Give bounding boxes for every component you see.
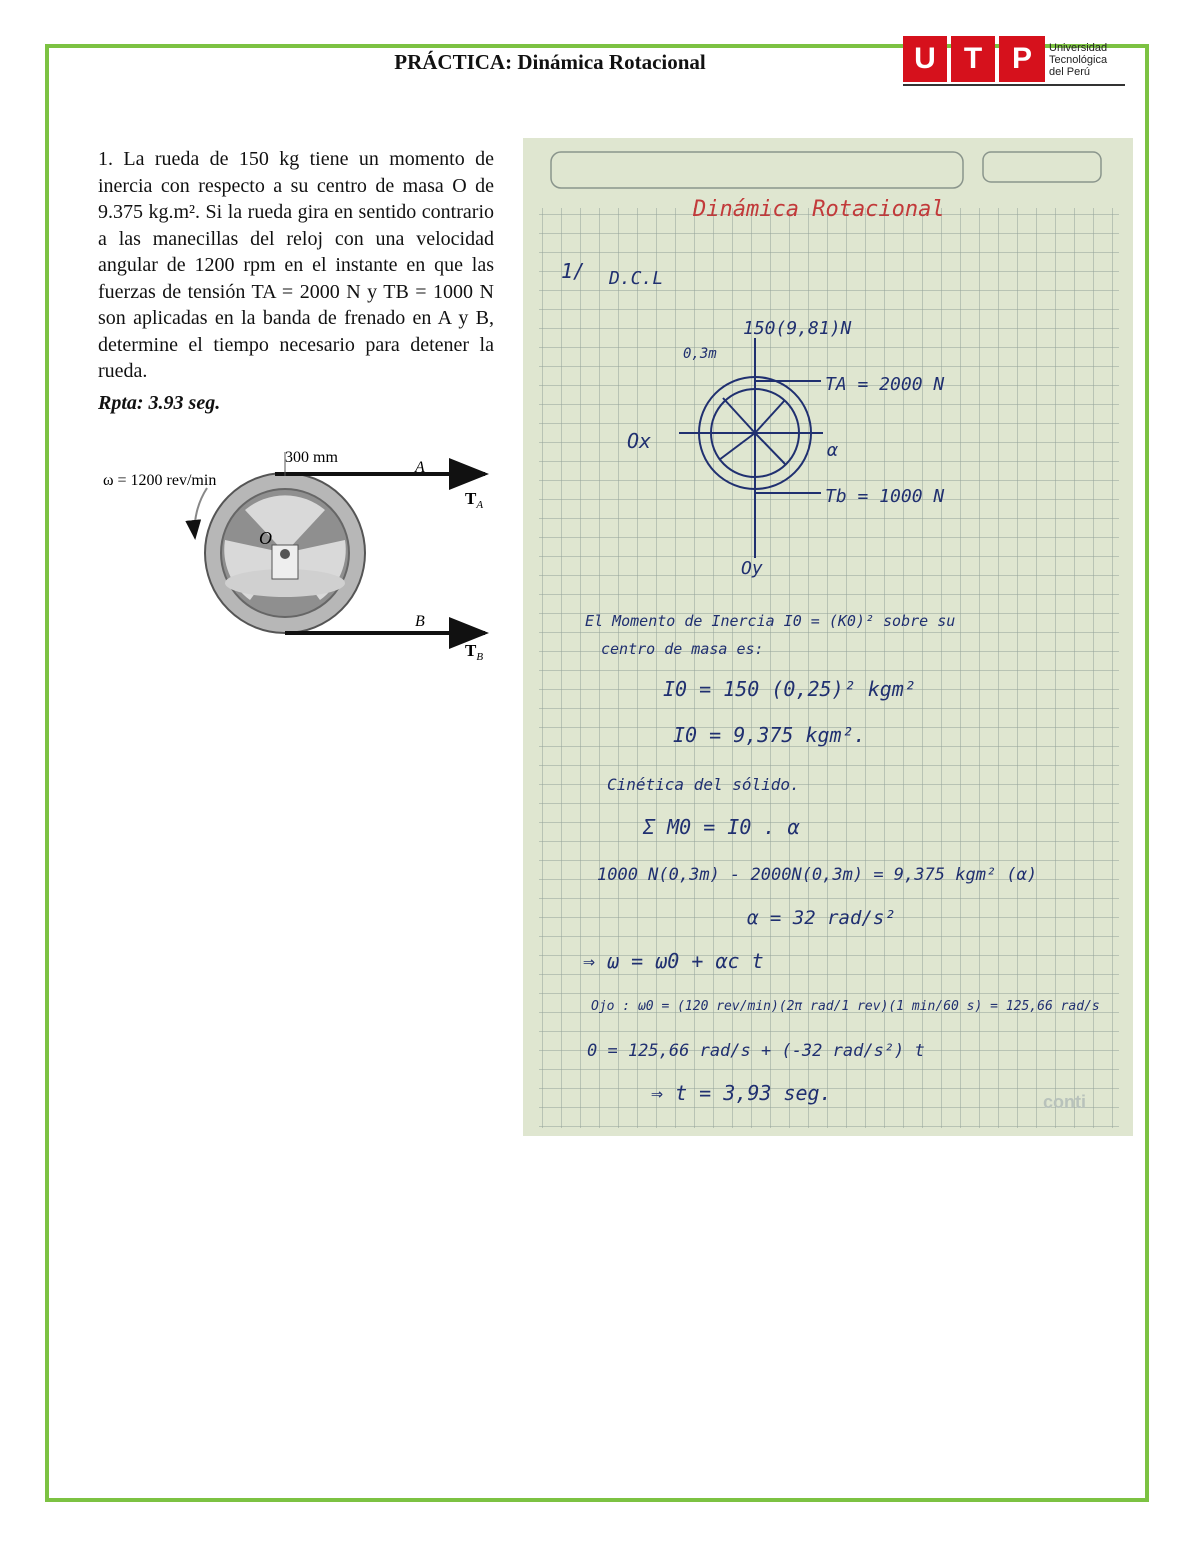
handwritten-solution-photo bbox=[523, 138, 1133, 1136]
notes-dcl: D.C.L bbox=[609, 268, 664, 289]
notes-ox: Ox bbox=[627, 429, 652, 453]
center-label: O bbox=[259, 528, 272, 548]
notes-eq4: 1000 N(0,3m) - 2000N(0,3m) = 9,375 kgm² (α) bbox=[597, 865, 1038, 885]
logo-letter-p: P bbox=[999, 36, 1045, 82]
notes-dimension: 0,3m bbox=[683, 346, 717, 362]
point-a-label: A bbox=[415, 459, 425, 476]
point-b-label: B bbox=[415, 613, 425, 630]
notes-tension-a: TA = 2000 N bbox=[825, 374, 945, 395]
problem-statement: 1. La rueda de 150 kg tiene un momento de inercia con respecto a su centro de masa O de 9.375 kg.m². Si la rueda gira en sentido contrario a las manecillas del reloj con una velocidad angular de 1200 rpm en el instante en que las fuerzas de tensión TA = 2000 N y TB = 1000 N son aplicadas en la banda de frenado en A y B, determine el tiempo necesario para detener la rueda. bbox=[98, 148, 494, 382]
notes-weight: 150(9,81)N bbox=[743, 318, 852, 339]
notes-inertia-line2: centro de masa es: bbox=[601, 640, 764, 658]
problem-answer: Rpta: 3.93 seg. bbox=[98, 392, 221, 414]
notes-kinetics: Cinética del sólido. bbox=[607, 775, 800, 794]
notes-eq6: ⇒ ω = ω0 + αc t bbox=[583, 949, 764, 973]
notes-eq5: α = 32 rad/s² bbox=[747, 907, 896, 929]
logo-letter-t: T bbox=[951, 36, 995, 82]
force-b-label: $T_B$ bbox=[465, 641, 484, 663]
radius-label: 300 mm bbox=[285, 449, 338, 466]
force-a-label: $T_A$ bbox=[465, 489, 484, 511]
notes-inertia-line1: El Momento de Inercia I0 = (K0)² sobre su bbox=[585, 612, 956, 630]
page-title: PRÁCTICA: Dinámica Rotacional bbox=[394, 50, 706, 74]
notes-item-number: 1/ bbox=[561, 259, 586, 283]
rotation-arrow-icon bbox=[195, 488, 207, 538]
notes-eq1: I0 = 150 (0,25)² kgm² bbox=[663, 677, 916, 701]
notebook-grid bbox=[539, 208, 1119, 1128]
utp-logo bbox=[903, 36, 1125, 86]
axle-center bbox=[280, 549, 290, 559]
notes-oy: Oy bbox=[741, 558, 763, 579]
logo-letter-u: U bbox=[903, 36, 947, 82]
omega-label: ω = 1200 rev/min bbox=[103, 472, 217, 489]
logo-university-name: Universidad Tecnológica del Perú bbox=[1049, 42, 1108, 78]
notes-eq9: ⇒ t = 3,93 seg. bbox=[651, 1081, 832, 1105]
logo-underline bbox=[903, 84, 1125, 86]
notes-eq8: 0 = 125,66 rad/s + (-32 rad/s²) t bbox=[587, 1041, 925, 1061]
notes-heading: Dinámica Rotacional bbox=[693, 197, 945, 222]
wheel-diagram bbox=[95, 440, 495, 665]
notes-eq3: Σ M0 = I0 . α bbox=[643, 815, 800, 839]
notes-eq2: I0 = 9,375 kgm². bbox=[673, 723, 866, 747]
notebook-brand: conti bbox=[1043, 1092, 1086, 1112]
notes-tension-b: Tb = 1000 N bbox=[825, 486, 945, 507]
notes-alpha: α bbox=[827, 440, 838, 461]
notes-eq7: Ojo : ω0 = (120 rev/min)(2π rad/1 rev)(1 min/60 s) = 125,66 rad/s bbox=[591, 999, 1100, 1014]
